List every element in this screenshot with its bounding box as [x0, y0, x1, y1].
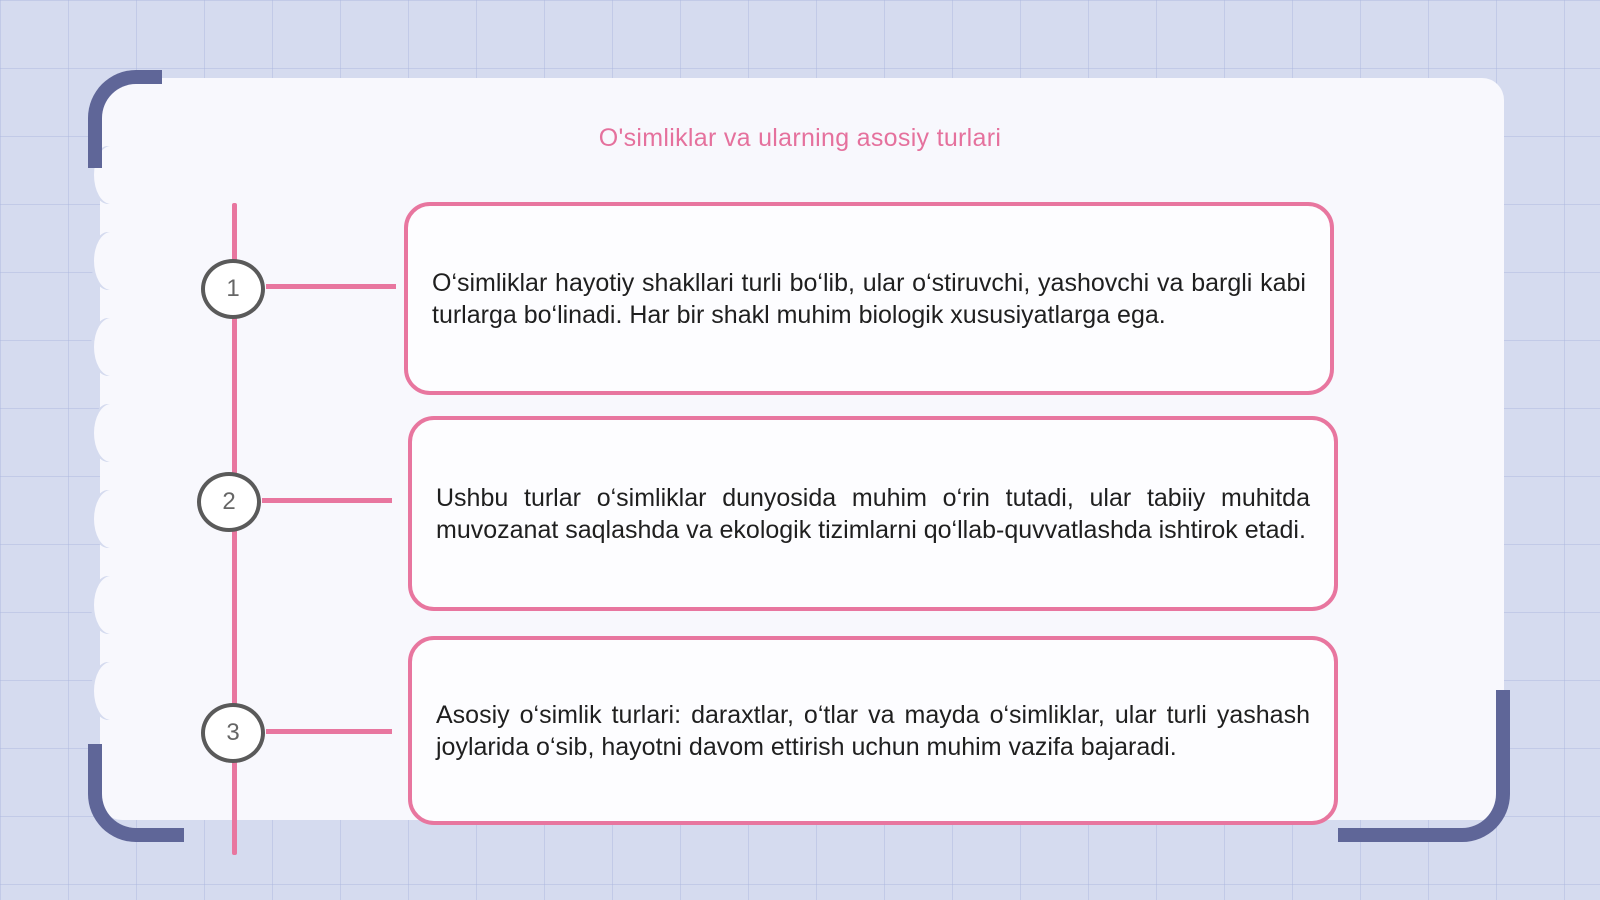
timeline-connector: [266, 284, 396, 289]
timeline-card-1: [404, 202, 1334, 395]
corner-bracket-top-left: [88, 70, 162, 168]
corner-bracket-bottom-left: [88, 744, 184, 842]
timeline-connector: [262, 498, 392, 503]
timeline-card-3: [408, 636, 1338, 825]
step-number-3: 3: [201, 703, 265, 763]
timeline-card-2: [408, 416, 1338, 611]
step-number-1: 1: [201, 259, 265, 319]
paper-scallop: [94, 490, 128, 548]
paper-scallop: [94, 662, 128, 720]
timeline-connector: [266, 729, 392, 734]
paper-scallop: [94, 404, 128, 462]
step-number-2: 2: [197, 472, 261, 532]
corner-bracket-bottom-right: [1338, 690, 1510, 842]
card-text-2: Ushbu turlar o‘simliklar dunyosida muhim o‘rin tutadi, ular tabiiy muhitda muvozanat saqlashda va ekologik tizimlarni qo‘llab-quvvatlashda ishtirok etadi.: [436, 483, 1310, 544]
paper-scallop: [94, 576, 128, 634]
paper-scallop: [94, 232, 128, 290]
card-text-3: Asosiy o‘simlik turlari: daraxtlar, o‘tlar va mayda o‘simliklar, ular turli yashash joylarida o‘sib, hayotni davom ettirish uchun muhim vazifa bajaradi.: [436, 700, 1310, 761]
paper-scallop: [94, 318, 128, 376]
slide-title: O'simliklar va ularning asosiy turlari: [598, 124, 1002, 152]
card-text-1: O‘simliklar hayotiy shakllari turli bo‘lib, ular o‘stiruvchi, yashovchi va bargli kabi turlarga bo‘linadi. Har bir shakl muhim biologik xususiyatlarga ega.: [432, 268, 1306, 329]
